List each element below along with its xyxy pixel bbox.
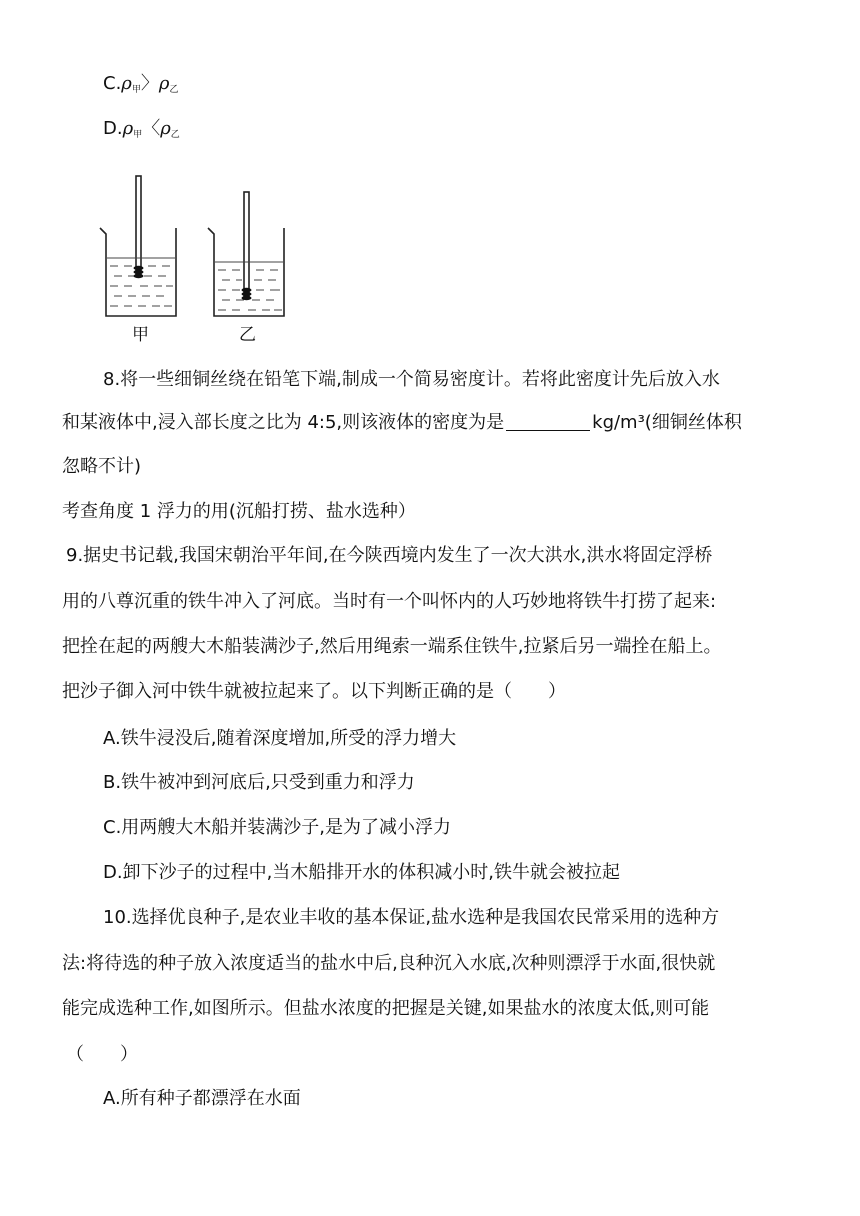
- densimeter-left-rod: [136, 176, 141, 276]
- option-d: $D.\rho_甲$〈$\rho_乙$: [103, 118, 180, 140]
- q10-line-2: 法:将待选的种子放入浓度适当的盐水中后,良种沉入水底,次种则漂浮于水面,很快就: [62, 953, 716, 974]
- q9-option-b: B.铁牛被冲到河底后,只受到重力和浮力: [103, 772, 415, 793]
- rho-symbol: ρ: [160, 118, 171, 139]
- q8-line-3: 忽略不计): [62, 456, 142, 477]
- beakers-illustration: [96, 170, 286, 342]
- q9-option-a: A.铁牛浸没后,随着深度增加,所受的浮力增大: [103, 728, 457, 749]
- q9-option-d: D.卸下沙子的过程中,当木船排开水的体积减小时,铁牛就会被拉起: [103, 862, 621, 883]
- q9-line-1: 9.据史书记载,我国宋朝治平年间,在今陕西境内发生了一次大洪水,洪水将固定浮桥: [66, 545, 713, 566]
- figure-label-right: 乙: [239, 325, 256, 345]
- rho-symbol: ρ: [158, 73, 170, 94]
- q9-option-c: C.用两艘大木船并装满沙子,是为了减小浮力: [103, 817, 452, 838]
- q10-option-a: A.所有种子都漂浮在水面: [103, 1088, 301, 1109]
- section-title: 考查角度 1 浮力的用(沉船打捞、盐水选种）: [62, 501, 416, 522]
- copper-coil-right: [242, 288, 252, 300]
- q10-line-1: 10.选择优良种子,是农业丰收的基本保证,盐水选种是我国农民常采用的选种方: [103, 907, 720, 928]
- figure-label-left: 甲: [132, 325, 149, 345]
- q9-line-3: 把拴在起的两艘大木船装满沙子,然后用绳索一端系住铁牛,拉紧后另一端拴在船上。: [62, 636, 722, 657]
- copper-coil-left: [134, 266, 144, 278]
- answer-blank: [506, 412, 590, 431]
- densimeter-right-rod: [244, 192, 249, 298]
- rho-symbol: ρ: [122, 118, 134, 139]
- q10-line-4: （ ）: [66, 1044, 138, 1065]
- q10-line-3: 能完成选种工作,如图所示。但盐水浓度的把握是关键,如果盐水的浓度太低,则可能: [62, 998, 710, 1019]
- q8-line-1: 8.将一些细铜丝绕在铅笔下端,制成一个简易密度计。若将此密度计先后放入水: [103, 369, 720, 390]
- beakers-figure: [96, 170, 286, 345]
- q9-line-4: 把沙子御入河中铁牛就被拉起来了。以下判断正确的是（ ）: [62, 681, 566, 702]
- rho-symbol: ρ: [121, 73, 132, 94]
- q8-line-2: 和某液体中,浸入部长度之比为 4:5,则该液体的密度为是 kg/m³(细铜丝体积: [62, 412, 742, 433]
- q9-line-2: 用的八尊沉重的铁牛冲入了河底。当时有一个叫怀内的人巧妙地将铁牛打捞了起来:: [62, 591, 717, 612]
- option-c: $C.\rho_甲$〉$\rho_乙$: [103, 73, 179, 95]
